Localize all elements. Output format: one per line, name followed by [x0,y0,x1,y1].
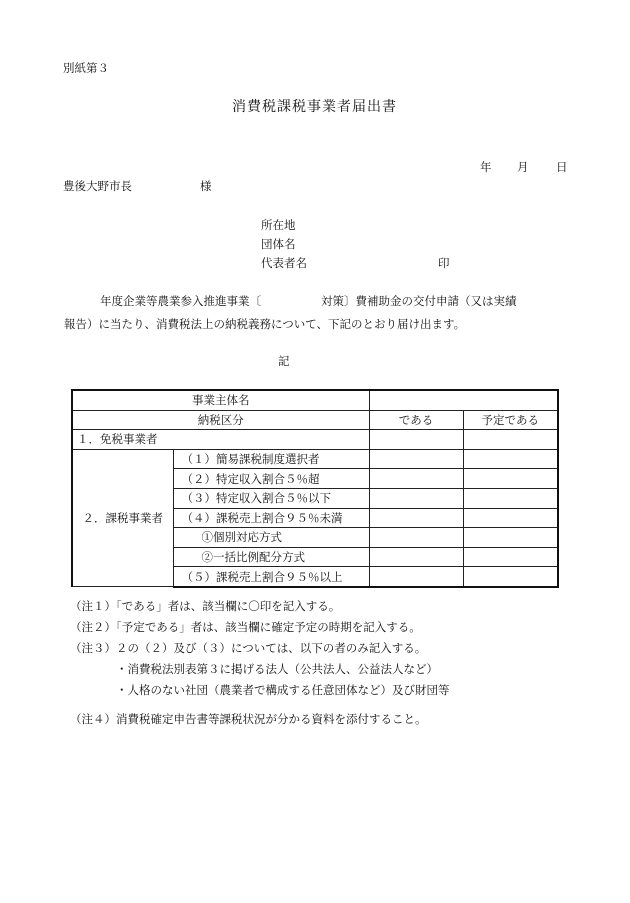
body-line2: 報告）に当たり、消費税法上の納税義務について、下記のとおり届け出ます。 [64,317,466,331]
row-label: （３）特定収入割合５％以下 [173,488,369,508]
body-paragraph [64,290,584,336]
seal-mark: 印 [438,256,450,270]
is-cell[interactable] [369,547,463,567]
row-label: （２）特定収入割合５％超 [173,469,369,489]
row-label: （１）簡易課税制度選択者 [173,449,369,469]
note-4: （注４）消費税確定申告書等課税状況が分かる資料を添付すること。 [70,712,427,726]
is-cell[interactable] [369,528,463,548]
document-title: 消費税課税事業者届出書 [232,99,397,115]
table-row [72,410,558,430]
attachment-label: 別紙第３ [63,61,109,75]
row-label: ②一括比例配分方式 [173,547,369,567]
column-header-planned: 予定である [463,410,558,430]
ki-heading: 記 [278,354,290,368]
table-row [72,430,558,450]
organization-label: 団体名 [261,237,296,251]
planned-cell[interactable] [463,488,558,508]
note-1: （注１）「である」者は、該当欄に〇印を記入する。 [70,599,341,613]
tax-category-header: 納税区分 [72,410,369,430]
taxable-business-label: ２．課税事業者 [72,449,173,587]
entity-name-header: 事業主体名 [72,390,369,410]
planned-cell[interactable] [463,547,558,567]
address-label: 所在地 [261,218,296,232]
date-year: 年 [480,160,492,174]
planned-cell[interactable] [463,567,558,587]
is-cell[interactable] [369,469,463,489]
planned-cell[interactable] [463,528,558,548]
planned-cell[interactable] [463,508,558,528]
planned-cell[interactable] [463,449,558,469]
date-day: 日 [556,160,568,174]
is-cell[interactable] [369,449,463,469]
is-cell[interactable] [369,508,463,528]
is-cell[interactable] [369,567,463,587]
notes-section [70,596,590,730]
table-row [72,449,558,469]
is-cell[interactable] [369,488,463,508]
note-3-bullet-1: ・消費税法別表第３に掲げる法人（公共法人、公益法人など） [116,662,438,676]
body-line1-a: 年度企業等農業参入推進事業〔 [100,294,261,308]
note-3: （注３）２の（２）及び（３）については、以下の者のみ記入する。 [70,641,427,655]
column-header-is: である [369,410,463,430]
note-2: （注２）「予定である」者は、該当欄に確定予定の時期を記入する。 [70,620,421,634]
row-label: ①個別対応方式 [173,528,369,548]
row-label: （４）課税売上割合９５％未満 [173,508,369,528]
date-month: 月 [517,160,529,174]
row-label: （５）課税売上割合９５％以上 [173,567,369,587]
exempt-planned-cell[interactable] [463,430,558,450]
recipient-name: 豊後大野市長 [63,179,132,193]
exempt-is-cell[interactable] [369,430,463,450]
tax-status-table [71,389,559,588]
recipient-honorific: 様 [200,179,212,193]
table-row [72,390,558,410]
entity-name-value[interactable] [369,390,558,410]
representative-label: 代表者名 [261,256,307,270]
body-line1-b: 対策〕費補助金の交付申請（又は実績 [321,294,517,308]
planned-cell[interactable] [463,469,558,489]
note-3-bullet-2: ・人格のない社団（農業者で構成する任意団体など）及び財団等 [116,683,450,697]
exempt-business-label: １．免税事業者 [72,430,369,450]
